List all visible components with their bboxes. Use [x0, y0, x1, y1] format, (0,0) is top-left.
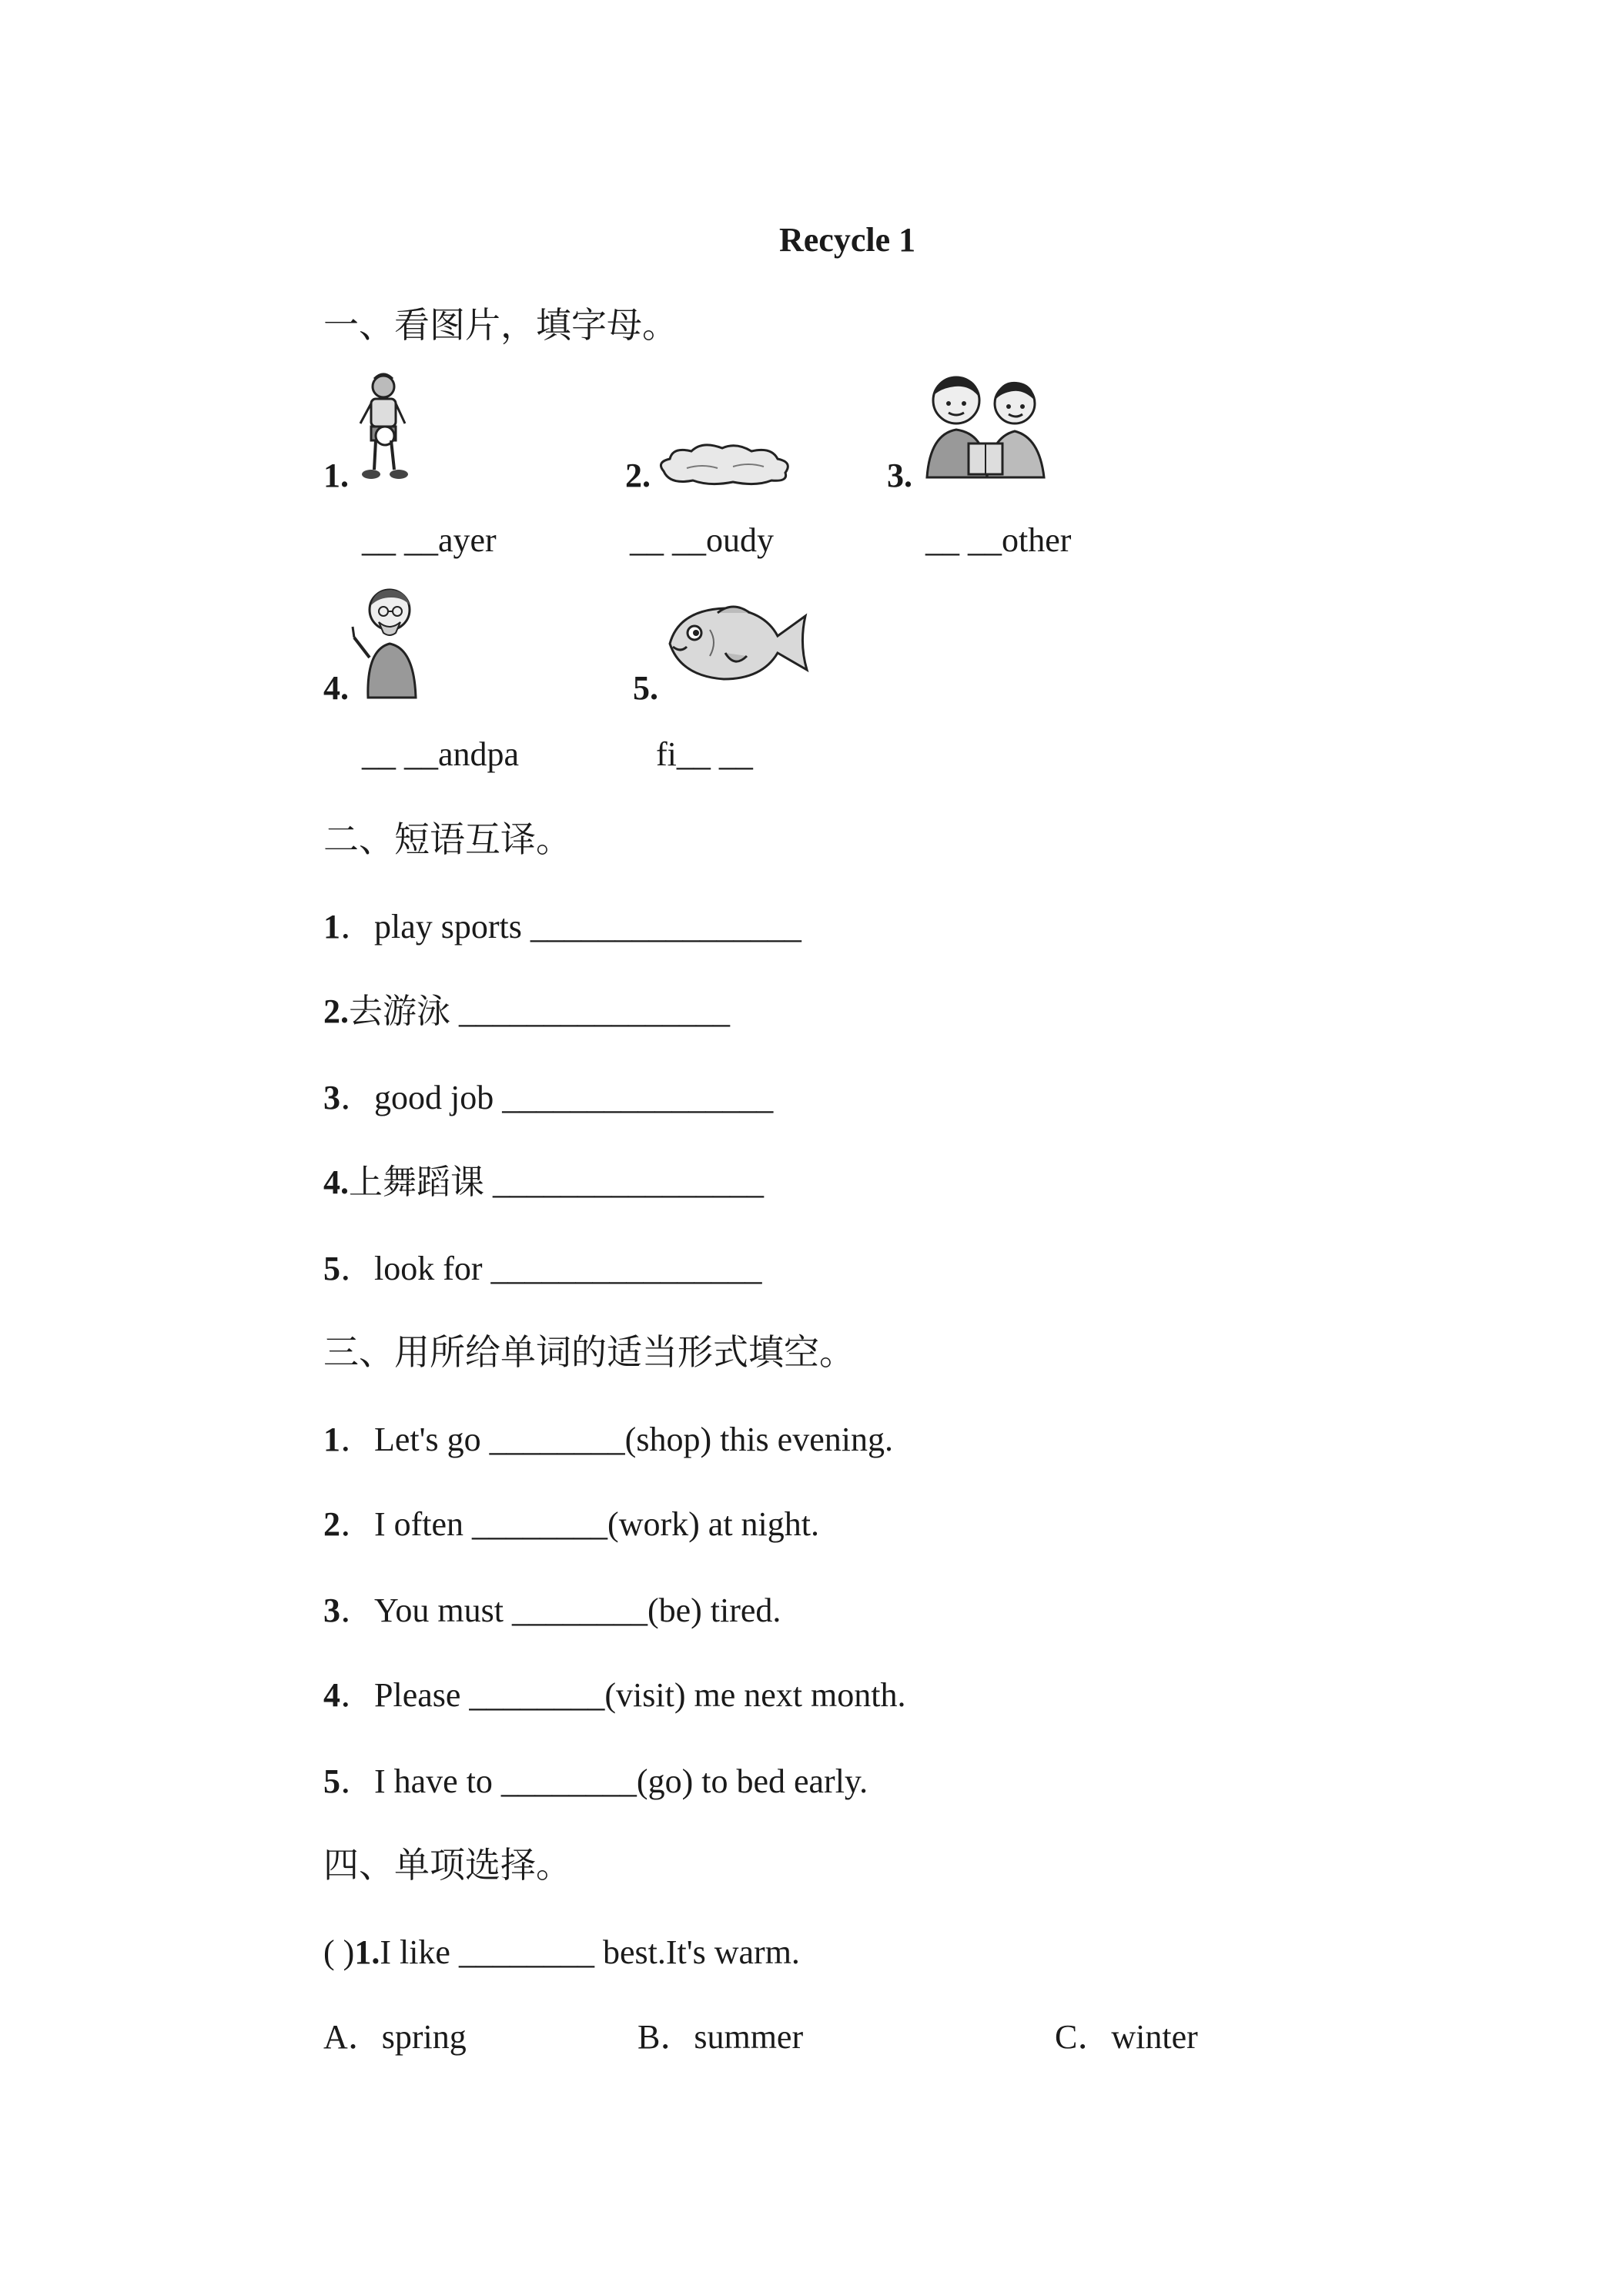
fill-blank-item-2-separator: ． [340, 1505, 374, 1543]
option-c-text: winter [1111, 2018, 1198, 2056]
fill-blank-item-3-separator: ． [340, 1591, 374, 1629]
translation-item-2 [323, 992, 730, 1030]
translation-item-3-number: 3 [323, 1079, 340, 1116]
option-a-text: spring [381, 2018, 467, 2056]
option-b-label: B． [637, 2018, 694, 2056]
picture-item-5-answer: fi__ __ [656, 735, 753, 773]
option-b-text: summer [694, 2018, 804, 2056]
option-a-label: A． [323, 2018, 382, 2056]
answer-paren: ( ) [323, 1933, 355, 1971]
translation-item-5 [323, 1252, 762, 1286]
grandpa-icon [348, 584, 425, 699]
choice-question-1-number: 1. [354, 1933, 380, 1971]
fill-blank-item-1-separator: ． [340, 1421, 374, 1458]
translation-item-1 [323, 910, 801, 944]
option-b [637, 2020, 803, 2054]
fill-blank-item-5-text: I have to ________(go) to bed early. [374, 1762, 868, 1800]
section-4-heading: 四、单项选择。 [323, 1846, 571, 1885]
fill-blank-item-4-separator: ． [340, 1676, 374, 1714]
picture-item-2-number: 2. [625, 457, 651, 494]
fill-blank-item-3-text: You must ________(be) tired. [374, 1591, 781, 1629]
fill-blank-item-4 [323, 1678, 905, 1712]
translation-item-4 [323, 1163, 764, 1201]
fill-blank-item-2-number: 2 [323, 1505, 340, 1543]
fill-blank-item-5-number: 5 [323, 1762, 340, 1800]
fill-blank-item-4-number: 4 [323, 1676, 340, 1714]
picture-item-4-number: 4. [323, 669, 349, 707]
choice-question-1 [323, 1933, 800, 1971]
fill-blank-item-5-separator: ． [340, 1762, 374, 1800]
two-boys-icon [916, 370, 1055, 485]
picture-item-3-answer: __ __other [925, 521, 1072, 559]
translation-item-5-number: 5 [323, 1250, 340, 1287]
section-1-heading: 一、看图片，填字母。 [323, 306, 678, 345]
option-a [323, 2020, 467, 2054]
page-title: Recycle 1 [779, 221, 916, 259]
translation-item-3-text: good job ________________ [374, 1079, 774, 1116]
translation-item-2-number: 2. [323, 992, 349, 1030]
fill-blank-item-2 [323, 1505, 819, 1543]
translation-item-4-number: 4. [323, 1163, 349, 1201]
soccer-player-icon [354, 370, 416, 485]
section-2-heading: 二、短语互译。 [323, 820, 571, 859]
picture-item-1-answer: __ __ayer [362, 521, 497, 559]
fill-blank-item-1-number: 1 [323, 1421, 340, 1458]
translation-item-2-text: 去游泳 ________________ [349, 992, 730, 1030]
picture-item-2-answer: __ __oudy [630, 521, 774, 559]
picture-item-1-number: 1. [323, 457, 349, 494]
choice-question-1-text: I like ________ best.It's warm. [380, 1933, 800, 1971]
translation-item-5-separator: ． [340, 1250, 374, 1287]
picture-item-5-number: 5. [633, 669, 658, 707]
option-c-label: C． [1055, 2018, 1112, 2056]
cloud-icon [656, 440, 795, 487]
translation-item-3 [323, 1081, 773, 1115]
fill-blank-item-4-text: Please ________(visit) me next month. [374, 1676, 906, 1714]
fill-blank-item-3-number: 3 [323, 1591, 340, 1629]
fill-blank-item-5 [323, 1762, 868, 1800]
translation-item-1-number: 1 [323, 908, 340, 946]
translation-item-3-separator: ． [340, 1079, 374, 1116]
translation-item-1-text: play sports ________________ [374, 908, 801, 946]
fill-blank-item-3 [323, 1591, 781, 1629]
picture-item-4-answer: __ __andpa [362, 735, 520, 773]
translation-item-5-text: look for ________________ [374, 1250, 762, 1287]
fill-blank-item-2-text: I often ________(work) at night. [374, 1505, 819, 1543]
option-c [1055, 2020, 1198, 2054]
fish-icon [664, 599, 810, 684]
fill-blank-item-1 [323, 1423, 893, 1457]
picture-item-3-number: 3. [887, 457, 912, 494]
fill-blank-item-1-text: Let's go ________(shop) this evening. [374, 1421, 893, 1458]
translation-item-1-separator: ． [340, 908, 374, 946]
translation-item-4-text: 上舞蹈课 ________________ [349, 1163, 764, 1201]
section-3-heading: 三、用所给单词的适当形式填空。 [323, 1333, 855, 1372]
